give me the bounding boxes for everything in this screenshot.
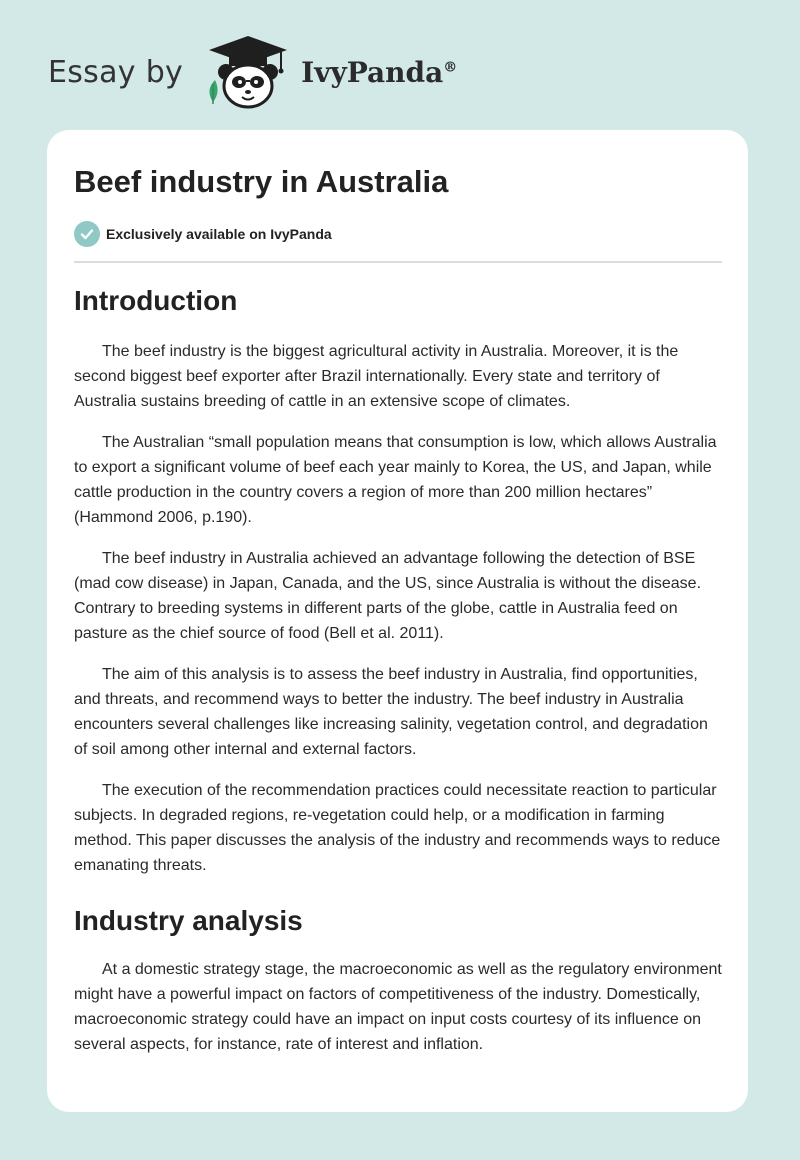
paragraph: The Australian “small population means that consumption is low, which allows Australia to export a significant volume of beef each year mainly to Korea, the US, and Japan, while cattle production in the country covers a region of more than 200 million hectares” (Hammond 2006, p.190). bbox=[74, 434, 717, 526]
header-prefix: Essay by bbox=[48, 54, 184, 90]
panda-logo-icon[interactable] bbox=[201, 32, 295, 112]
paragraph: The execution of the recommendation practices could necessitate reaction to particular subjects. In degraded regions, re-vegetation could help, or a modification in farming method. This paper discusses the analysis of the industry and recommends ways to reduce emanating threats. bbox=[74, 782, 721, 874]
paragraph: The beef industry is the biggest agricultural activity in Australia. Moreover, it is the second biggest beef exporter after Brazil internationally. Every state and territory of Australia sustains breeding of cattle in an extensive scope of climates. bbox=[74, 343, 679, 410]
exclusive-badge bbox=[74, 221, 332, 247]
paragraph: At a domestic strategy stage, the macroeconomic as well as the regulatory environment might have a powerful impact on factors of competitiveness of the industry. Domestically, macroeconomic strategy could have an impact on input costs courtesy of its influence on several aspects, for instance, rate of interest and inflation. bbox=[74, 961, 722, 1053]
badge-text: Exclusively available on IvyPanda bbox=[106, 226, 332, 242]
title-divider bbox=[74, 261, 722, 263]
essay-card bbox=[47, 130, 748, 1112]
checkmark-icon bbox=[74, 221, 100, 247]
section-heading-industry-analysis: Industry analysis bbox=[74, 905, 303, 936]
brand-name[interactable]: IvyPanda® bbox=[301, 55, 458, 89]
section-heading-introduction: Introduction bbox=[74, 285, 238, 316]
paragraph: The beef industry in Australia achieved an advantage following the detection of BSE (mad cow disease) in Japan, Canada, and the US, since Australia is without the disease. Contrary to breeding systems in different parts of the globe, cattle in Australia feed on pasture as the chief source of food (Bell et al. 2011). bbox=[74, 550, 702, 642]
essay-body bbox=[74, 282, 724, 1057]
site-header bbox=[48, 32, 457, 112]
page-title: Beef industry in Australia bbox=[74, 164, 449, 199]
paragraph: The aim of this analysis is to assess the beef industry in Australia, find opportunities, and threats, and recommend ways to better the industry. The beef industry in Australia encounters several challenges like increasing salinity, vegetation control, and degradation of soil among other internal and external factors. bbox=[74, 666, 708, 758]
